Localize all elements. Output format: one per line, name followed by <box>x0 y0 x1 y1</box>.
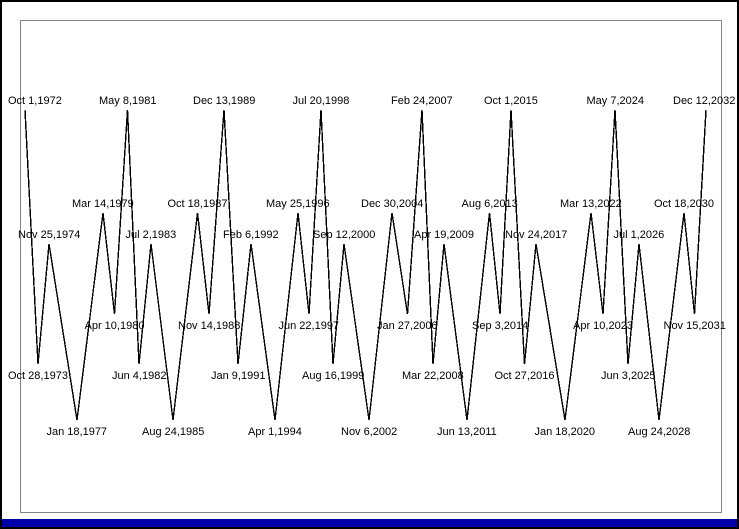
event-date-label: Nov 15,2031 <box>663 320 726 332</box>
event-date-label: May 25,1996 <box>266 198 330 210</box>
event-date-label: Nov 6,2002 <box>341 426 398 438</box>
event-date-label: Mar 22,2008 <box>402 370 464 382</box>
event-date-label: Nov 14,1988 <box>178 320 241 332</box>
event-date-label: May 7,2024 <box>586 95 644 107</box>
event-date-label: Nov 25,1974 <box>18 229 81 241</box>
event-date-label: Jul 2,1983 <box>125 229 177 241</box>
bottom-bar <box>2 519 737 527</box>
zigzag-chart <box>2 2 739 529</box>
event-date-label: Oct 1,1972 <box>8 95 62 107</box>
event-date-label: Sep 3,2014 <box>472 320 529 332</box>
event-date-label: Jun 3,2025 <box>601 370 656 382</box>
event-date-label: Feb 24,2007 <box>391 95 453 107</box>
event-date-label: Mar 13,2022 <box>560 198 622 210</box>
event-date-label: Apr 19,2009 <box>414 229 474 241</box>
event-date-label: Apr 1,1994 <box>248 426 302 438</box>
event-date-label: Apr 10,1980 <box>84 320 145 332</box>
event-date-label: Jan 18,1977 <box>46 426 108 438</box>
event-date-label: Jun 4,1982 <box>112 370 167 382</box>
event-date-label: Oct 18,2030 <box>654 198 714 210</box>
event-date-label: Jan 9,1991 <box>211 370 266 382</box>
event-date-label: May 8,1981 <box>99 95 157 107</box>
event-date-label: Aug 24,2028 <box>628 426 691 438</box>
event-date-label: Oct 18,1987 <box>167 198 228 210</box>
event-date-label: Aug 6,2013 <box>461 198 518 210</box>
event-date-label: Feb 6,1992 <box>223 229 279 241</box>
event-date-label: Jul 20,1998 <box>292 95 350 107</box>
event-date-label: Nov 24,2017 <box>505 229 568 241</box>
event-date-label: Jan 27,2006 <box>377 320 438 332</box>
event-date-label: Jan 18,2020 <box>534 426 596 438</box>
event-date-label: Dec 13,1989 <box>193 95 256 107</box>
event-date-label: Oct 1,2015 <box>484 95 538 107</box>
event-date-label: Dec 30,2004 <box>361 198 424 210</box>
event-date-label: Apr 10,2023 <box>573 320 633 332</box>
event-date-label: Jul 1,2026 <box>613 229 665 241</box>
event-date-label: Aug 24,1985 <box>142 426 205 438</box>
event-date-label: Aug 16,1999 <box>302 370 365 382</box>
event-date-label: Jun 22,1997 <box>278 320 340 332</box>
event-date-label: Dec 12,2032 <box>673 95 736 107</box>
event-date-label: Oct 28,1973 <box>8 370 68 382</box>
event-date-label: Sep 12,2000 <box>313 229 376 241</box>
event-date-label: Jun 13,2011 <box>437 426 497 438</box>
event-date-label: Mar 14,1979 <box>72 198 134 210</box>
event-date-label: Oct 27,2016 <box>494 370 555 382</box>
